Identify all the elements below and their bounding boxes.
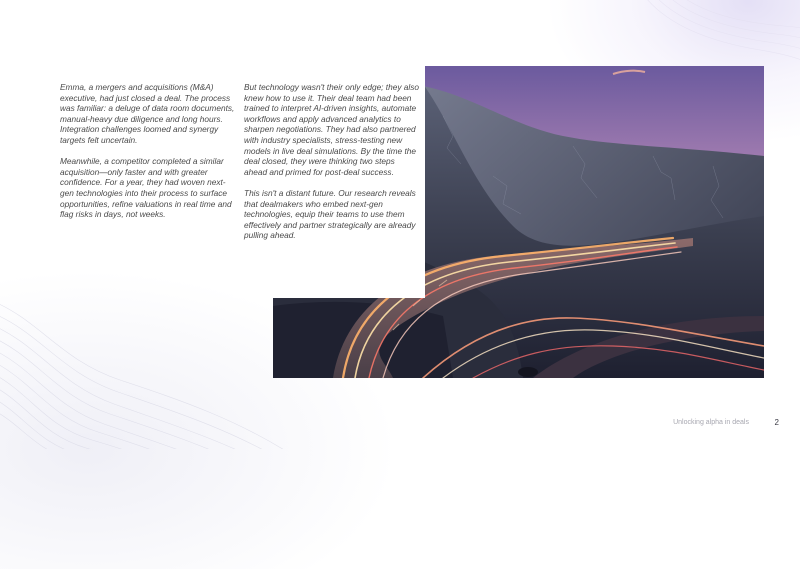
middle-paragraph-1: But technology wasn't their only edge; they also knew how to use it. Their deal team had been trained to interpret AI-driven insights, automate workflows and apply advanced analytics to sharpen negotiations. They had also partnered with industry specialists, stress-testing new models in live deal simulations. By the time the deal closed, they were thinking two steps ahead and primed for post-deal success.: [244, 82, 420, 177]
left-paragraph-1: Emma, a mergers and acquisitions (M&A) executive, had just closed a deal. The process was familiar: a deluge of data room documents, manual-heavy due diligence and long hours. Integration challenges loomed and synergy targets felt uncertain.: [60, 82, 235, 145]
middle-paragraph-2: This isn't a distant future. Our research reveals that dealmakers who embed next-gen technologies, equip their teams to use them effectively and partner strategically are already pulling ahead.: [244, 187, 416, 241]
left-paragraph-2: Meanwhile, a competitor completed a similar acquisition—only faster and with greater confidence. For a year, they had woven next-gen technologies into their process to surface opportunities, refine valuations in real time and flag risks in days, not weeks.: [60, 156, 232, 220]
page-number: 2: [774, 418, 779, 427]
footer-document-title: Unlocking alpha in deals: [673, 419, 749, 426]
column-middle: [244, 82, 419, 252]
column-left: [60, 82, 235, 230]
